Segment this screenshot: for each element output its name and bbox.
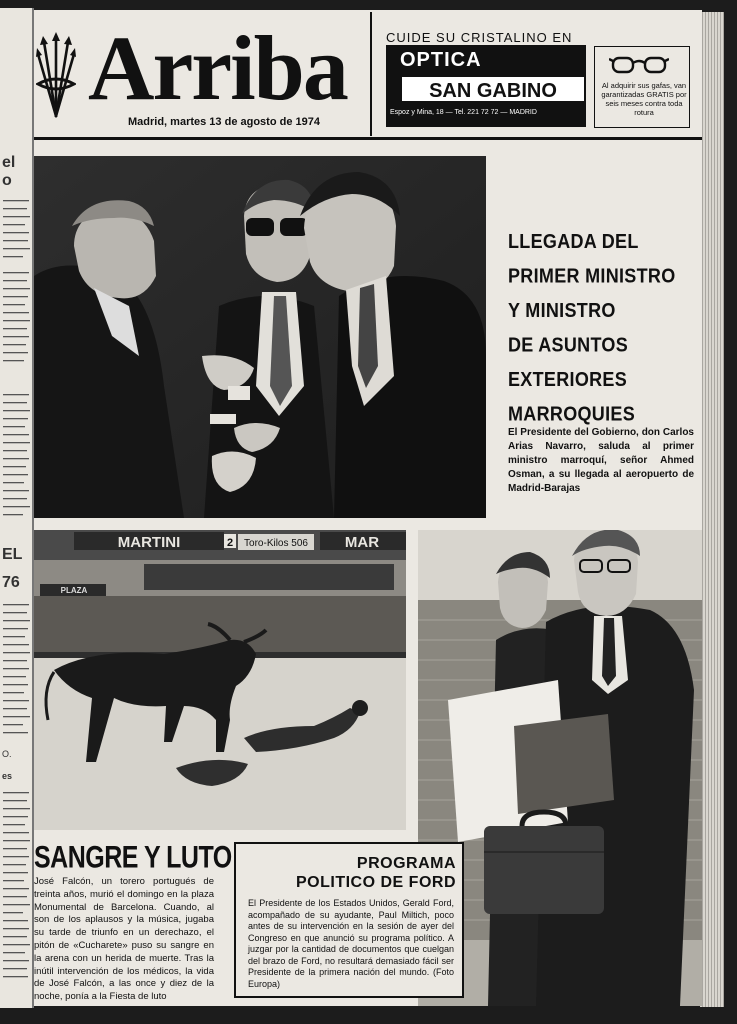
masthead [34, 10, 702, 140]
sign-plaza: PLAZA [60, 586, 88, 595]
ad-brand-line2: SAN GABINO [400, 75, 586, 103]
ministers-headline [508, 224, 694, 431]
ad-side-box [594, 46, 690, 128]
sign-mar: MAR [344, 534, 380, 551]
headline-line: LLEGADA DEL [508, 229, 639, 253]
ministers-story [486, 156, 702, 518]
ad-top-line: CUIDE SU CRISTALINO EN [386, 30, 573, 45]
left-page-text-texture [0, 8, 34, 1008]
newspaper-title: Arriba [88, 17, 347, 119]
eyeglasses-icon [609, 53, 669, 77]
dateline: Madrid, martes 13 de agosto de 1974 [128, 116, 320, 128]
headline-line: PRIMER MINISTRO [508, 264, 676, 288]
photo-bullfight [34, 530, 406, 830]
bullfight-story [34, 838, 234, 1006]
bullfight-body: José Falcón, un torero portugués de treinta años, murió el domingo en la plaza Monumental de Barcelona. Cuando, al son de los aplausos y la música, jugaba su tarde de triunfo en un derechazo, el pitón de «Cucharete» puso su sangre en la arena con un herida de muerte. Tras la inútil intervención de los médicos, la vida de José Falcón, a las once y diez de la noche, ponía a la Fiesta de luto [34, 876, 214, 1003]
bullfight-headline: SANGRE Y LUTO [34, 840, 232, 875]
left-page-fragment: es [2, 771, 13, 781]
left-page-fragment: O. [2, 749, 12, 759]
ford-body: El Presidente de los Estados Unidos, Gerald Ford, acompañado de su ayudante, Paul Miltich, poco antes de su intervención en la sesión de ayer del Congreso en que anunció su programa político. A juzgar por la cantidad de documentos que cuelgan del brazo de Ford, no resultará demasiado fácil ser Presidente de la primera nación del mundo. (Foto Europa) [248, 898, 454, 989]
headline-line: EXTERIORES [508, 367, 628, 391]
optica-advertisement [370, 12, 702, 136]
left-page-fragment: 76 [2, 574, 20, 591]
photo-bullfight-illustration [34, 530, 406, 830]
sign-number: 2 [226, 537, 234, 549]
yoke-and-arrows-logo [36, 32, 76, 122]
ford-story-box [234, 842, 464, 998]
headline-line: DE ASUNTOS [508, 333, 629, 357]
ad-address: Espoz y Mina, 18 — Tel. 221 72 72 — MADRID [390, 109, 537, 116]
ad-brand-line1: OPTICA [400, 49, 482, 71]
left-page-fragment: EL [2, 546, 23, 563]
ad-guarantee-text: Al adquirir sus gafas, van garantizadas GRATIS por seis meses contra toda rotura [601, 81, 687, 117]
headline-line: MARROQUIES [508, 402, 636, 426]
left-page-fragment: el [2, 154, 16, 171]
photo-ministers-greeting [34, 156, 486, 518]
ad-brand-box [386, 45, 586, 127]
newspaper-page [34, 10, 702, 1006]
ford-headline-line2: POLITICO DE FORD [296, 874, 456, 891]
sign-martini: MARTINI [117, 534, 181, 551]
sign-toro-kilos: Toro-Kilos 506 [244, 538, 308, 549]
ministers-caption: El Presidente del Gobierno, don Carlos Arias Navarro, saluda al primer ministro marroquí, señor Ahmed Osman, a su llegada al aeropuerto de Madrid-Barajas [508, 427, 694, 494]
photo-ministers-illustration [34, 156, 486, 518]
page-edge [700, 12, 724, 1007]
ford-headline-line1: PROGRAMA [356, 855, 456, 872]
headline-line: Y MINISTRO [508, 298, 616, 322]
ford-headline [244, 854, 456, 892]
left-page-fragment: o [2, 172, 12, 189]
adjacent-page-strip [0, 8, 34, 1008]
